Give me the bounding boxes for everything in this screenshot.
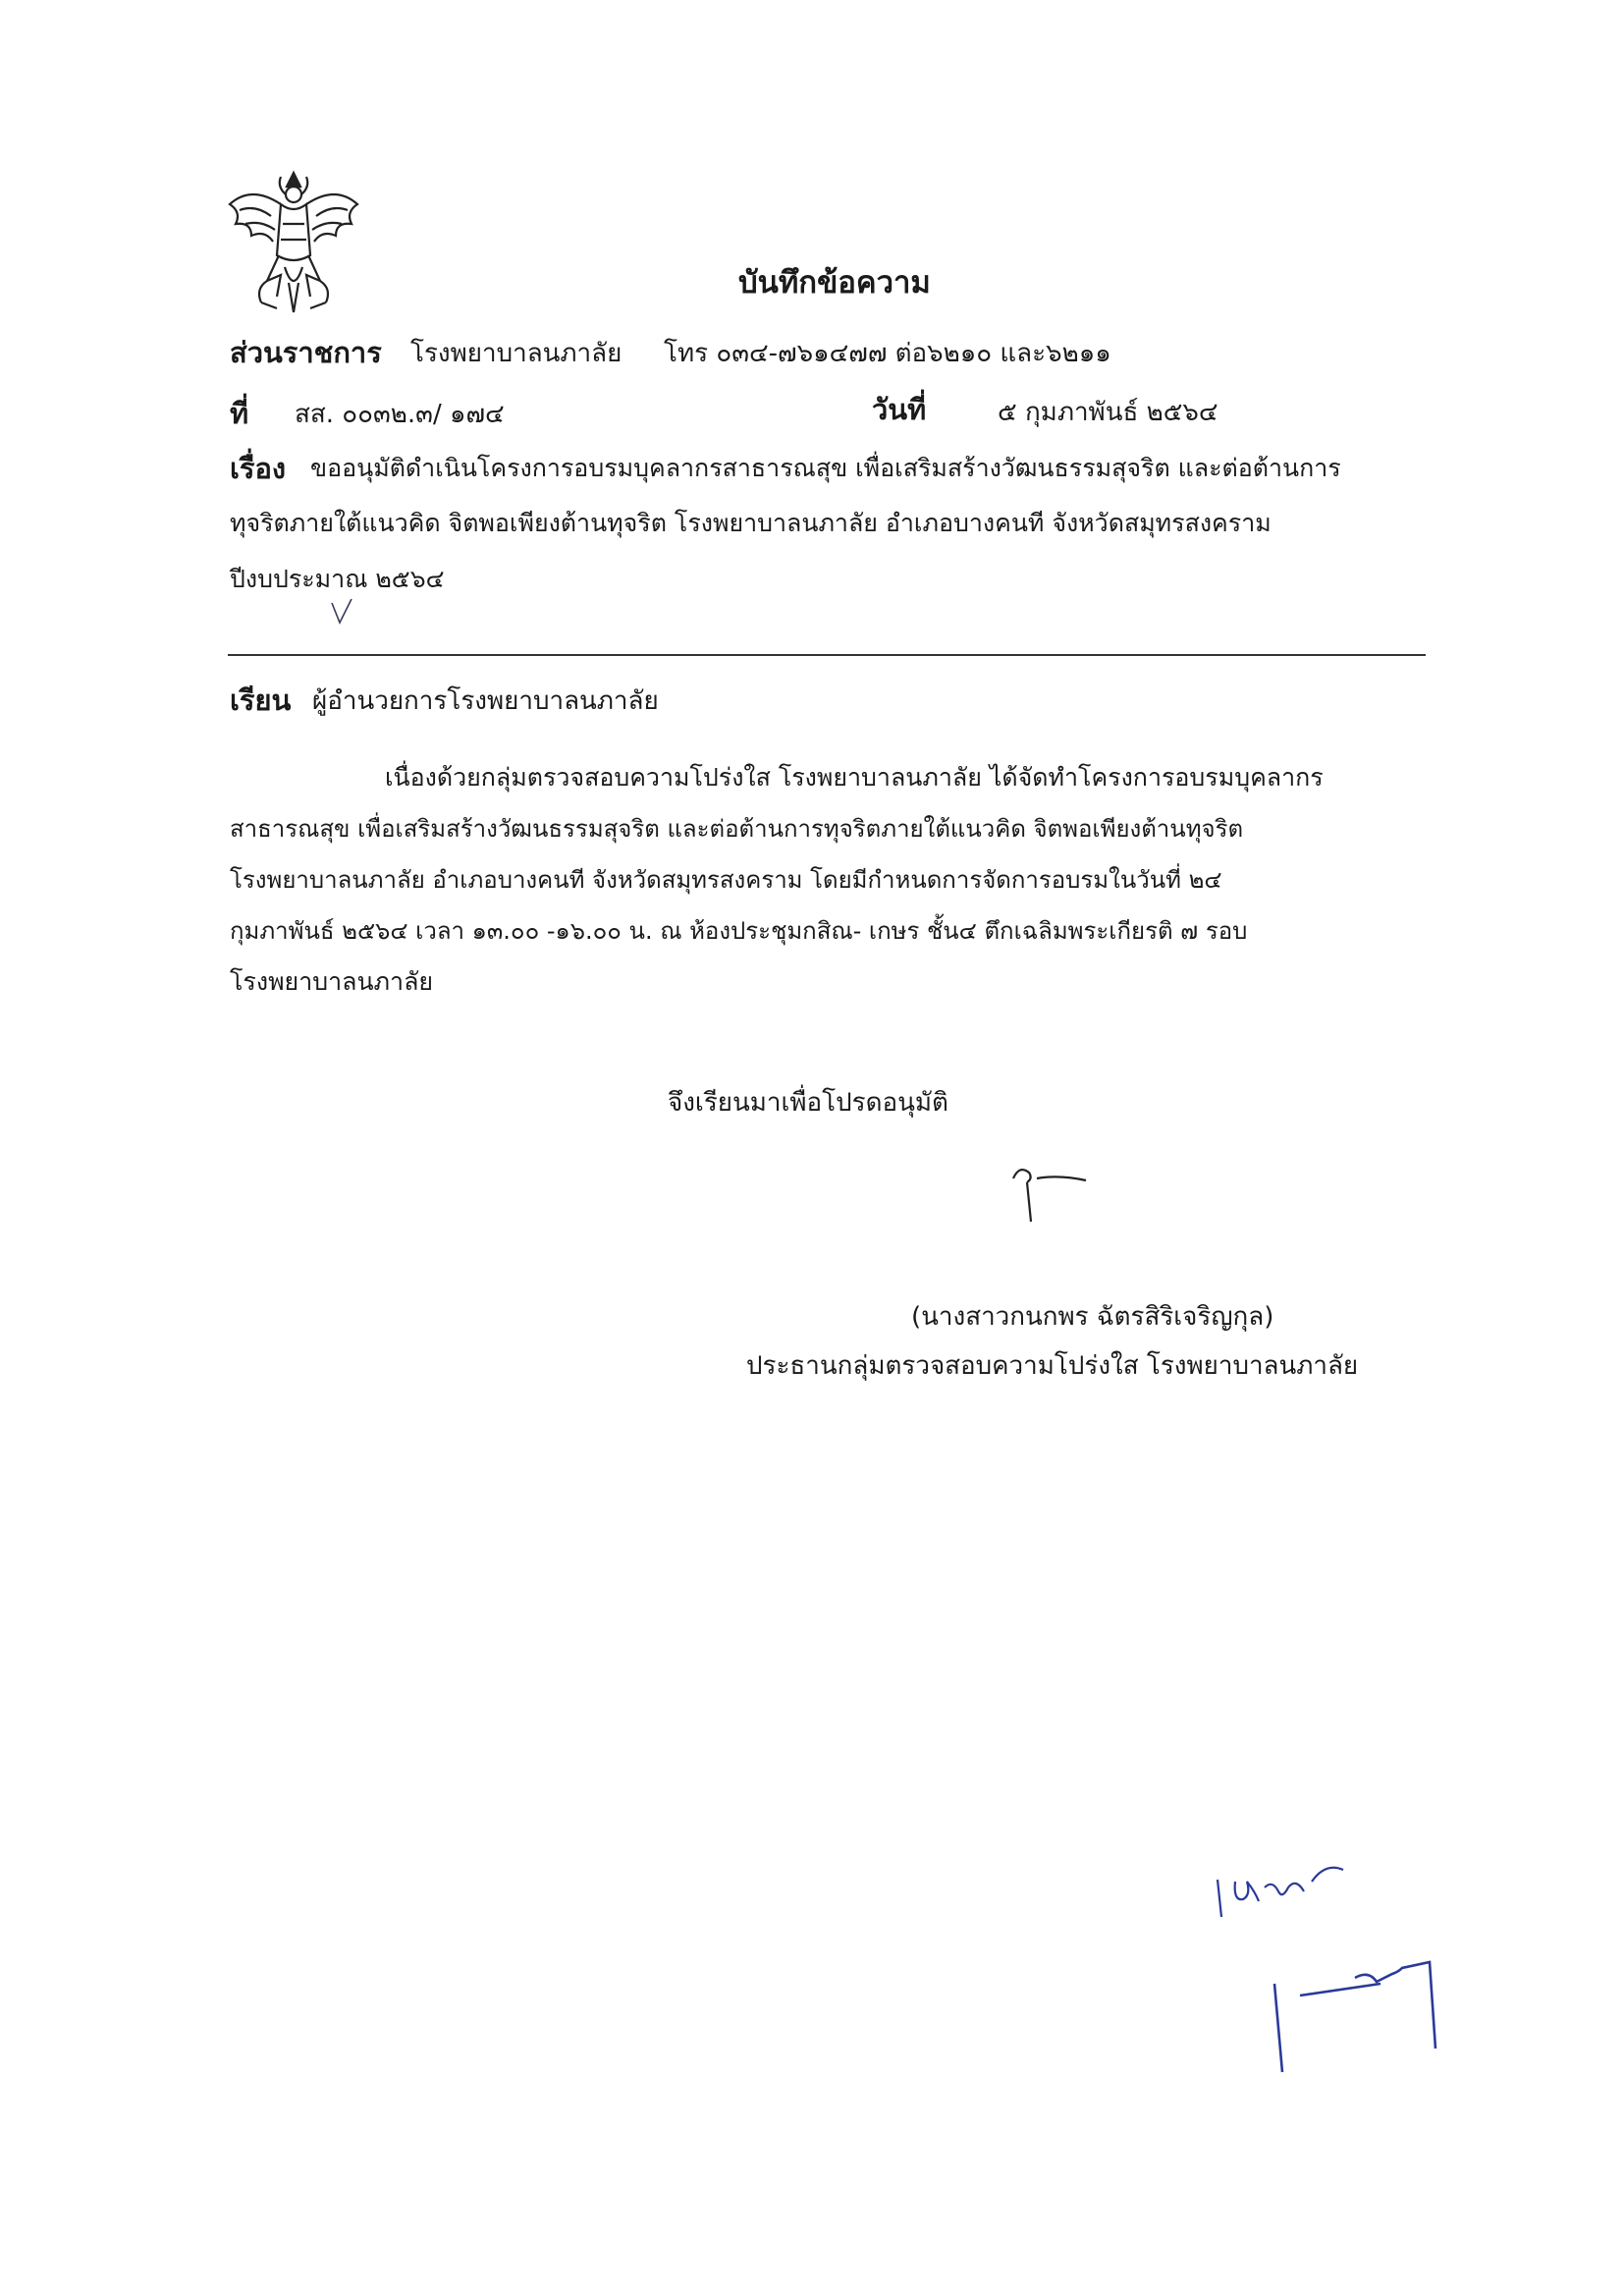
handwritten-approval-signature xyxy=(1261,1950,1447,2078)
subject-line: ปีงบประมาณ ๒๕๖๔ xyxy=(230,565,445,593)
ref-number: สส. ๐๐๓๒.๓/ ๑๗๔ xyxy=(295,400,505,429)
subject-label: เรื่อง xyxy=(230,452,287,485)
to-value: ผู้อำนวยการโรงพยาบาลนภาลัย xyxy=(312,686,659,716)
ref-label: ที่ xyxy=(230,397,249,430)
agency-label: ส่วนราชการ xyxy=(230,336,382,369)
signer-position: ประธานกลุ่มตรวจสอบความโปร่งใส โรงพยาบาลนภาลัย xyxy=(746,1351,1359,1381)
header-divider xyxy=(228,654,1426,656)
body-line: กุมภาพันธ์ ๒๕๖๔ เวลา ๑๓.๐๐ -๑๖.๐๐ น. ณ ห้องประชุมกสิณ- เกษร ชั้น๔ ตึกเฉลิมพระเกียรติ ๗ รอบ xyxy=(230,917,1248,945)
body-line: โรงพยาบาลนภาลัย อำเภอบางคนที จังหวัดสมุทรสงคราม โดยมีกำหนดการจัดการอบรมในวันที่ ๒๔ xyxy=(230,866,1222,894)
body-line: สาธารณสุข เพื่อเสริมสร้างวัฒนธรรมสุจริต และต่อต้านการทุจริตภายใต้แนวคิด จิตพอเพียงต้านทุจริต xyxy=(230,815,1244,843)
memo-title: บันทึกข้อความ xyxy=(738,265,931,301)
closing-line: จึงเรียนมาเพื่อโปรดอนุมัติ xyxy=(668,1088,948,1118)
garuda-emblem xyxy=(222,165,365,318)
handwritten-approval-note xyxy=(1210,1852,1357,1931)
agency-value: โรงพยาบาลนภาลัย xyxy=(410,339,623,368)
phone-number: โทร ๐๓๔-๗๖๑๔๗๗ ต่อ๖๒๑๐ และ๖๒๑๑ xyxy=(664,339,1111,368)
handwritten-tick-mark xyxy=(328,597,355,627)
signer-signature xyxy=(1007,1159,1096,1228)
body-line: โรงพยาบาลนภาลัย xyxy=(230,967,434,996)
body-line: เนื่องด้วยกลุ่มตรวจสอบความโปร่งใส โรงพยาบาลนภาลัย ได้จัดทำโครงการอบรมบุคลากร xyxy=(385,763,1324,792)
signer-name: (นางสาวกนกพร ฉัตรสิริเจริญกุล) xyxy=(911,1302,1274,1332)
date-value: ๕ กุมภาพันธ์ ๒๕๖๔ xyxy=(998,398,1218,427)
subject-line: ขออนุมัติดำเนินโครงการอบรมบุคลากรสาธารณสุข เพื่อเสริมสร้างวัฒนธรรมสุจริต และต่อต้านการ xyxy=(310,454,1341,482)
subject-line: ทุจริตภายใต้แนวคิด จิตพอเพียงต้านทุจริต โรงพยาบาลนภาลัย อำเภอบางคนที จังหวัดสมุทรสงคราม xyxy=(230,509,1272,537)
date-label: วันที่ xyxy=(872,393,927,426)
to-label: เรียน xyxy=(230,683,292,717)
